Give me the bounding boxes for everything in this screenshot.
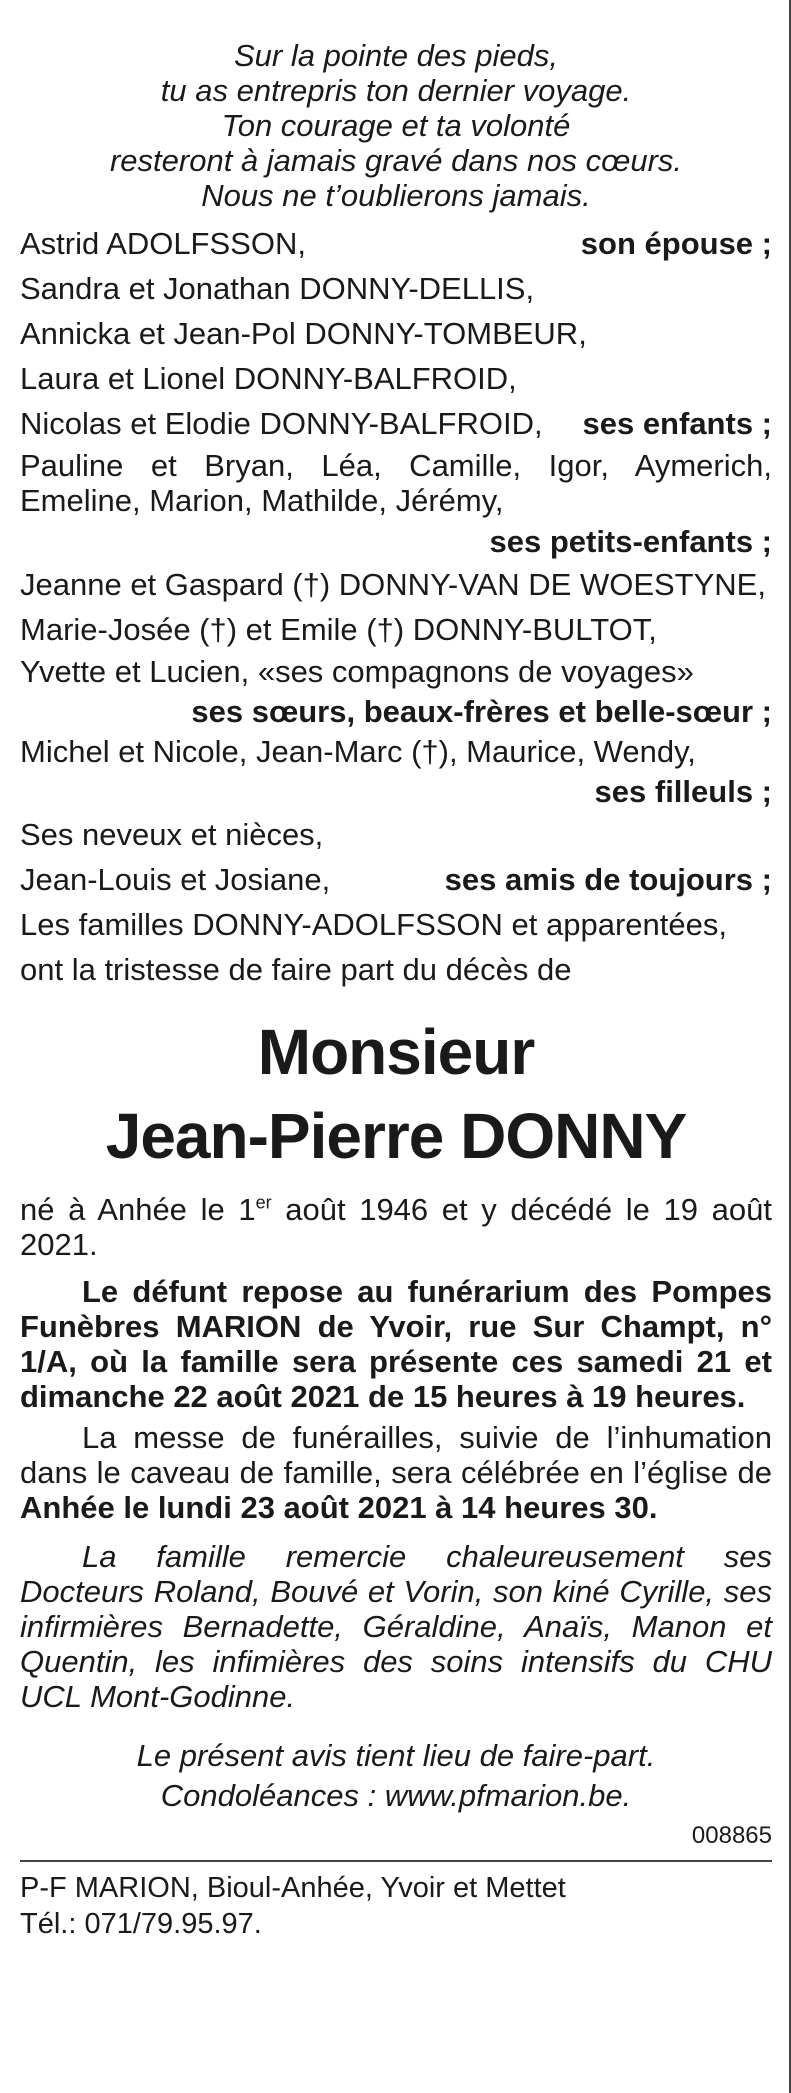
footer-divider xyxy=(20,1860,772,1862)
godchildren-role-row xyxy=(20,772,772,812)
mass-text: La messe de funérailles, suivie de l’inhumation dans le caveau de famille, sera célébrée en l’église de xyxy=(20,1420,772,1490)
grandchildren-role-row xyxy=(20,522,772,562)
closing-block xyxy=(20,1736,772,1816)
poem-line: tu as entrepris ton dernier voyage. xyxy=(160,73,632,108)
poem-line: Ton courage et ta volonté xyxy=(221,108,571,143)
deceased-honorific: Monsieur xyxy=(257,1016,535,1088)
birth-text-end: août 1946 et y décédé le 19 août 2021. xyxy=(20,1192,772,1262)
siblings-line: Marie-Josée (†) et Emile (†) DONNY-BULTOT, xyxy=(20,612,657,647)
funeral-home-line: P-F MARION, Bioul-Anhée, Yvoir et Mettet xyxy=(20,1872,566,1904)
children-line: Nicolas et Elodie DONNY-BALFROID, xyxy=(20,406,543,441)
obituary-content xyxy=(20,38,772,1942)
viewing-info xyxy=(20,1274,772,1414)
birth-text-start: né à Anhée le 1 xyxy=(20,1192,256,1227)
spouse-name: Astrid ADOLFSSON, xyxy=(20,226,306,261)
families-line: Les familles DONNY-ADOLFSSON et apparentées, xyxy=(20,907,727,942)
children-line: Annicka et Jean-Pol DONNY-TOMBEUR, xyxy=(20,316,587,351)
siblings-line: Jeanne et Gaspard (†) DONNY-VAN DE WOESTYNE, xyxy=(20,567,766,602)
children-line: Laura et Lionel DONNY-BALFROID, xyxy=(20,361,517,396)
mass-info xyxy=(20,1420,772,1525)
deceased-name: Jean-Pierre DONNY xyxy=(105,1100,687,1172)
poem xyxy=(20,38,772,213)
godchildren-role: ses filleuls ; xyxy=(594,774,772,809)
thanks-paragraph: La famille remercie chaleureusement ses Docteurs Roland, Bouvé et Vorin, son kiné Cyrille, ses infirmières Bernadette, Géraldine, Anaïs, Manon et Quentin, les infimières des soins intensifs du CHU UCL Mont-Godinne. xyxy=(20,1539,772,1714)
children-line: Sandra et Jonathan DONNY-DELLIS, xyxy=(20,271,535,306)
closing-line: Condoléances : www.pfmarion.be. xyxy=(160,1778,632,1813)
viewing-text: Le défunt repose au funérarium des Pompes Funèbres MARION de Yvoir, rue Sur Champt, n° 1/A, où la famille sera présente ces samedi 21 et dimanche 22 août 2021 de 15 heures à 19 heures. xyxy=(20,1274,772,1414)
children-role: ses enfants ; xyxy=(582,406,772,441)
nephews-line: Ses neveux et nièces, xyxy=(20,817,324,852)
birth-ordinal: er xyxy=(255,1192,272,1213)
spouse-row xyxy=(20,221,772,266)
friends-name: Jean-Louis et Josiane, xyxy=(20,862,331,897)
siblings-line: Yvette et Lucien, «ses compagnons de voyages» xyxy=(20,654,694,689)
children-row xyxy=(20,401,772,446)
siblings-role-row xyxy=(20,692,772,732)
siblings-role: ses sœurs, beaux-frères et belle-sœur ; xyxy=(191,694,772,729)
funeral-home-phone: Tél.: 071/79.95.97. xyxy=(20,1908,262,1940)
birth-death-info xyxy=(20,1192,772,1262)
poem-line: Nous ne t’oublierons jamais. xyxy=(201,178,591,213)
friends-row xyxy=(20,857,772,902)
friends-role: ses amis de toujours ; xyxy=(444,862,772,897)
grandchildren-list: Pauline et Bryan, Léa, Camille, Igor, Aymerich, Emeline, Marion, Mathilde, Jérémy, xyxy=(20,448,772,518)
reference-number: 008865 xyxy=(691,1822,772,1849)
deceased-title xyxy=(20,1010,772,1178)
poem-line: resteront à jamais gravé dans nos cœurs. xyxy=(109,143,683,178)
closing-line: Le présent avis tient lieu de faire-part. xyxy=(136,1738,656,1773)
godchildren-line: Michel et Nicole, Jean-Marc (†), Maurice, Wendy, xyxy=(20,734,696,769)
poem-line: Sur la pointe des pieds, xyxy=(234,38,558,73)
announcement-line: ont la tristesse de faire part du décès de xyxy=(20,952,572,987)
spouse-role: son épouse ; xyxy=(580,226,772,261)
grandchildren-role: ses petits-enfants ; xyxy=(489,524,772,559)
mass-date: Anhée le lundi 23 août 2021 à 14 heures 30. xyxy=(20,1490,658,1525)
footer xyxy=(20,1870,772,1942)
